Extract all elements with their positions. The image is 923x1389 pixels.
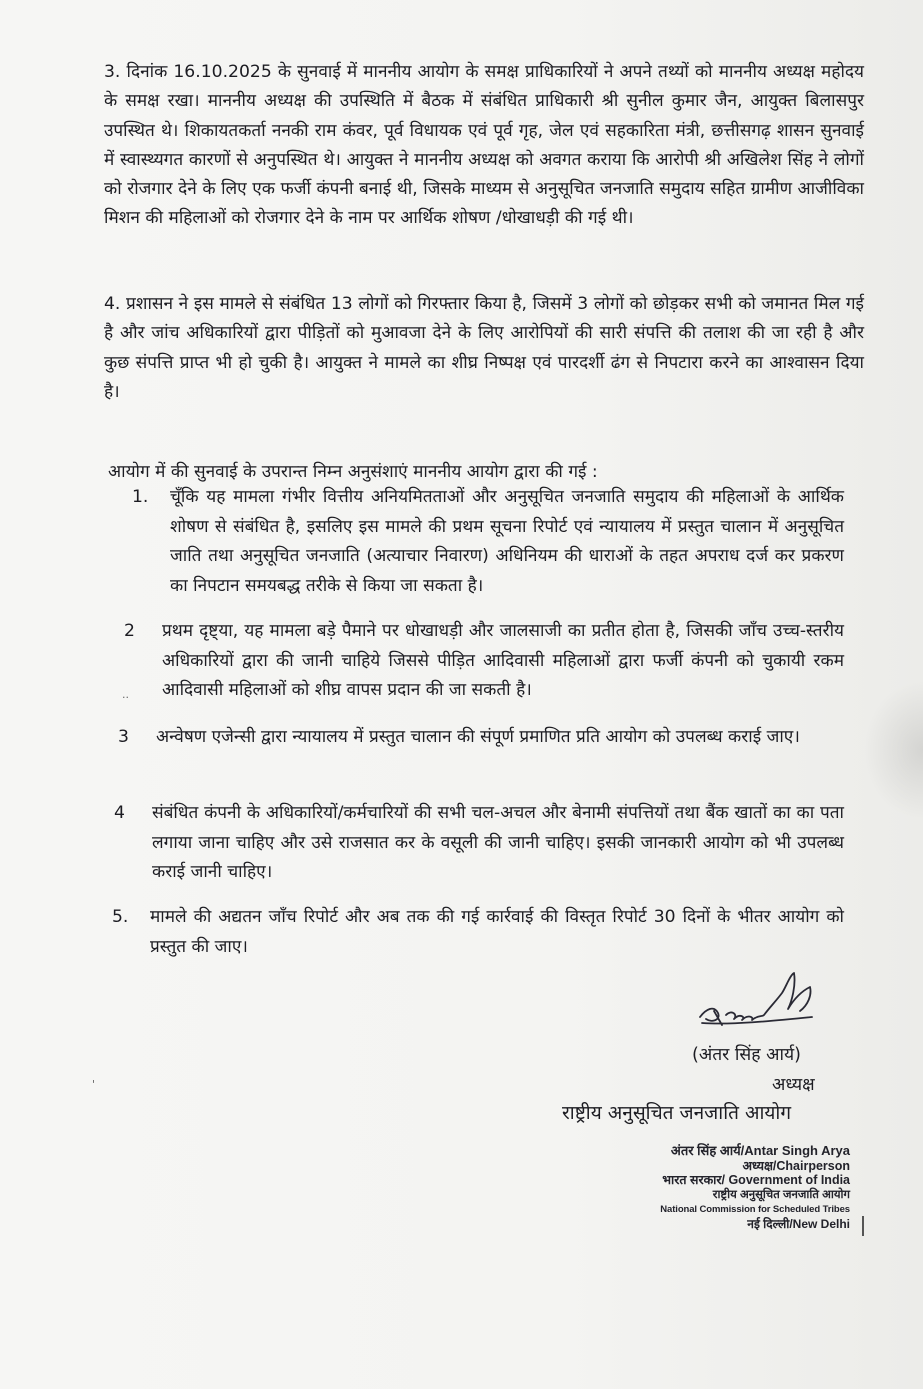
recommendation-5 — [112, 903, 844, 962]
recommendation-1 — [132, 483, 844, 601]
recommendation-4 — [114, 799, 844, 888]
scan-speck: ' — [92, 1078, 96, 1091]
recommendation-3 — [118, 723, 844, 753]
official-stamp — [600, 1143, 850, 1231]
recommendation-number: 3 — [118, 727, 129, 747]
stamp-edge-mark — [862, 1216, 864, 1236]
recommendation-number: 4 — [114, 803, 125, 823]
recommendation-text: चूँकि यह मामला गंभीर वित्तीय अनियमितताओं और अनुसूचित जनजाति समुदाय की महिलाओं के आर्थिक शोषण से संबंधित है, इसलिए इस मामले की प्रथम सूचना रिपोर्ट एवं न्यायालय में प्रस्तुत चालान में अनुसूचित जाति तथा अनुसूचित जनजाति (अत्याचार निवारण) अधिनियम की धाराओं के तहत अपराध दर्ज कर प्रकरण का निपटान समयबद्ध तरीके से किया जा सकता है। — [170, 487, 844, 596]
stamp-line-commission-english: National Commission for Scheduled Tribes — [660, 1204, 850, 1215]
stamp-line-post: अध्यक्ष/Chairperson — [742, 1159, 850, 1173]
recommendation-number: 1. — [132, 487, 149, 507]
stamp-line-government: भारत सरकार/ Government of India — [662, 1173, 850, 1187]
stamp-line-city: नई दिल्ली/New Delhi — [747, 1217, 850, 1231]
recommendation-number: 2 — [124, 621, 135, 641]
paragraph-3: 3. दिनांक 16.10.2025 के सुनवाई में माननीय आयोग के समक्ष प्राधिकारियों ने अपने तथ्यों को माननीय अध्यक्ष महोदय के समक्ष रखा। माननीय अध्यक्ष की उपस्थिति में बैठक में संबंधित प्राधिकारी श्री सुनील कुमार जैन, आयुक्त बिलासपुर उपस्थित थे। शिकायतकर्ता ननकी राम कंवर, पूर्व विधायक एवं पूर्व गृह, जेल एवं सहकारिता मंत्री, छत्तीसगढ़ शासन सुनवाई में स्वास्थ्यगत कारणों से अनुपस्थित थे। आयुक्त ने माननीय अध्यक्ष को अवगत कराया कि आरोपी श्री अखिलेश सिंह ने लोगों को रोजगार देने के लिए एक फर्जी कंपनी बनाई थी, जिसके माध्यम से अनुसूचित जनजाति समुदाय सहित ग्रामीण आजीविका मिशन की महिलाओं को रोजगार देने के नाम पर आर्थिक शोषण /धोखाधड़ी की गई थी। — [104, 62, 864, 229]
handwritten-signature — [692, 965, 852, 1035]
recommendation-2 — [124, 617, 844, 706]
signatory-organization: राष्ट्रीय अनुसूचित जनजाति आयोग — [562, 1102, 792, 1124]
signatory-name: (अंतर सिंह आर्य) — [692, 1045, 801, 1065]
recommendation-text: प्रथम दृष्ट्या, यह मामला बड़े पैमाने पर धोखाधड़ी और जालसाजी का प्रतीत होता है, जिसकी जाँच उच्च-स्तरीय अधिकारियों द्वारा की जानी चाहिये जिससे पीड़ित आदिवासी महिलाओं द्वारा फर्जी कंपनी को चुकायी रकम आदिवासी महिलाओं को शीघ्र वापस प्रदान की जा सकती है। — [162, 621, 844, 700]
scan-speck: .. — [122, 688, 129, 701]
paragraph-4: 4. प्रशासन ने इस मामले से संबंधित 13 लोगों को गिरफ्तार किया है, जिसमें 3 लोगों को छोड़कर सभी को जमानत मिल गई है और जांच अधिकारियों द्वारा पीड़ितों को मुआवजा देने के लिए आरोपियों की सारी संपत्ति की तलाश की जा रही है और कुछ संपत्ति प्राप्त भी हो चुकी है। आयुक्त ने मामले का शीघ्र निष्पक्ष एवं पारदर्शी ढंग से निपटारा करने का आश्वासन दिया है। — [104, 294, 864, 402]
stamp-line-name: अंतर सिंह आर्य/Antar Singh Arya — [670, 1143, 850, 1158]
recommendation-number: 5. — [112, 907, 129, 927]
signatory-designation: अध्यक्ष — [772, 1075, 815, 1095]
recommendation-text: अन्वेषण एजेन्सी द्वारा न्यायालय में प्रस्तुत चालान की संपूर्ण प्रमाणित प्रति आयोग को उपलब्ध कराई जाए। — [156, 727, 800, 747]
stamp-line-commission-hindi: राष्ट्रीय अनुसूचित जनजाति आयोग — [712, 1189, 850, 1201]
recommendation-text: मामले की अद्यतन जाँच रिपोर्ट और अब तक की गई कार्रवाई की विस्तृत रिपोर्ट 30 दिनों के भीतर आयोग को प्रस्तुत की जाए। — [150, 907, 844, 957]
scan-shadow — [863, 680, 923, 820]
recommendations-intro: आयोग में की सुनवाई के उपरान्त निम्न अनुसंशाएं माननीय आयोग द्वारा की गई : — [108, 462, 598, 482]
recommendation-text: संबंधित कंपनी के अधिकारियों/कर्मचारियों की सभी चल-अचल और बेनामी संपत्तियों तथा बैंक खातों का का पता लगाया जाना चाहिए और उसे राजसात कर के वसूली की जानी चाहिए। इसकी जानकारी आयोग को भी उपलब्ध कराई जानी चाहिए। — [152, 803, 844, 882]
